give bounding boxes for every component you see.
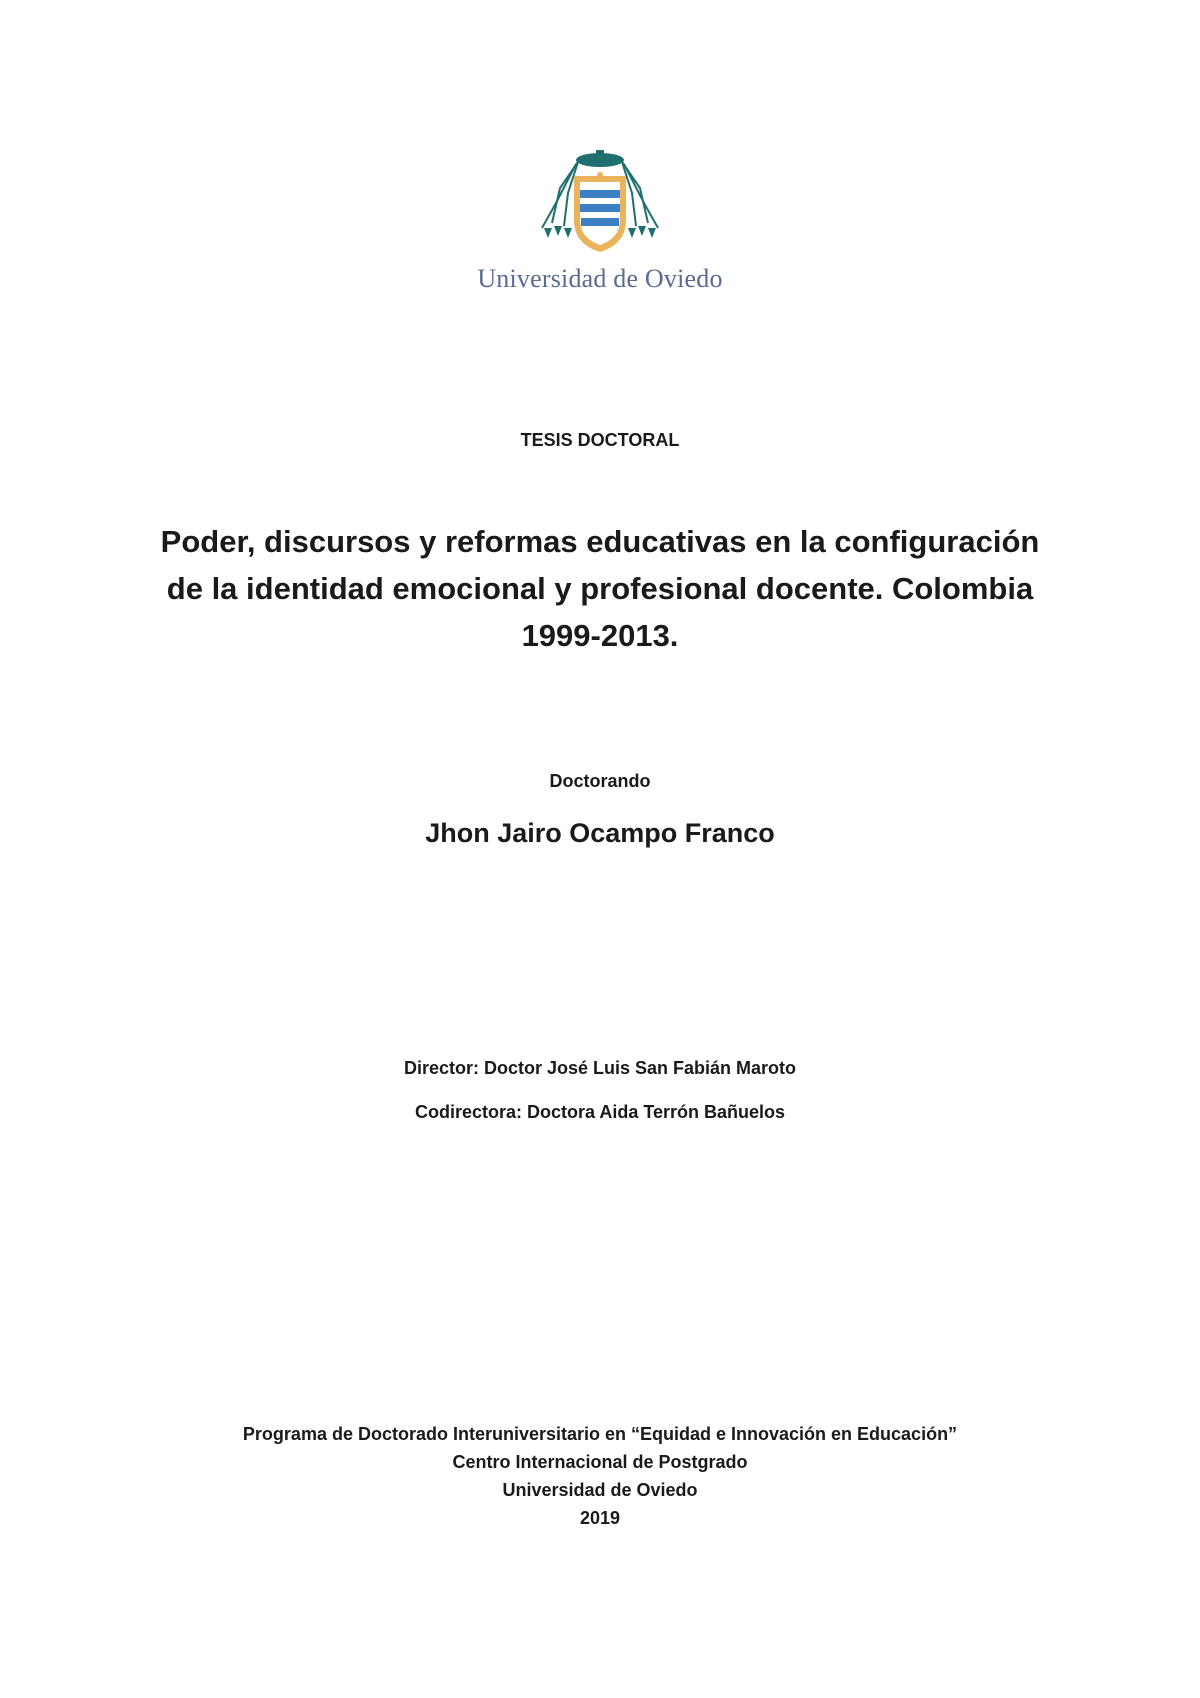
title-line-1: Poder, discursos y reformas educativas en la configuración: [160, 524, 1040, 559]
university-logo: [450, 148, 750, 318]
director-line: Director: Doctor José Luis San Fabián Maroto: [403, 1058, 797, 1078]
program-name: Programa de Doctorado Interuniversitario en “Equidad e Innovación en Educación”: [242, 1424, 958, 1444]
title-line-3: 1999-2013.: [521, 618, 679, 653]
university-name: Universidad de Oviedo: [502, 1480, 698, 1500]
university-seal-icon: [530, 148, 670, 258]
thesis-type-label: TESIS DOCTORAL: [520, 430, 680, 450]
thesis-title: [130, 518, 1070, 659]
candidate-name: Jhon Jairo Ocampo Franco: [425, 818, 775, 848]
footer-block: [0, 1420, 1200, 1532]
title-line-2: de la identidad emocional y profesional docente. Colombia: [166, 571, 1034, 606]
candidate-label: Doctorando: [549, 771, 651, 791]
center-name: Centro Internacional de Postgrado: [452, 1452, 748, 1472]
codirector-line: Codirectora: Doctora Aida Terrón Bañuelos: [414, 1102, 786, 1122]
university-name-logo-text: Universidad de Oviedo: [477, 264, 723, 293]
year: 2019: [579, 1508, 621, 1528]
